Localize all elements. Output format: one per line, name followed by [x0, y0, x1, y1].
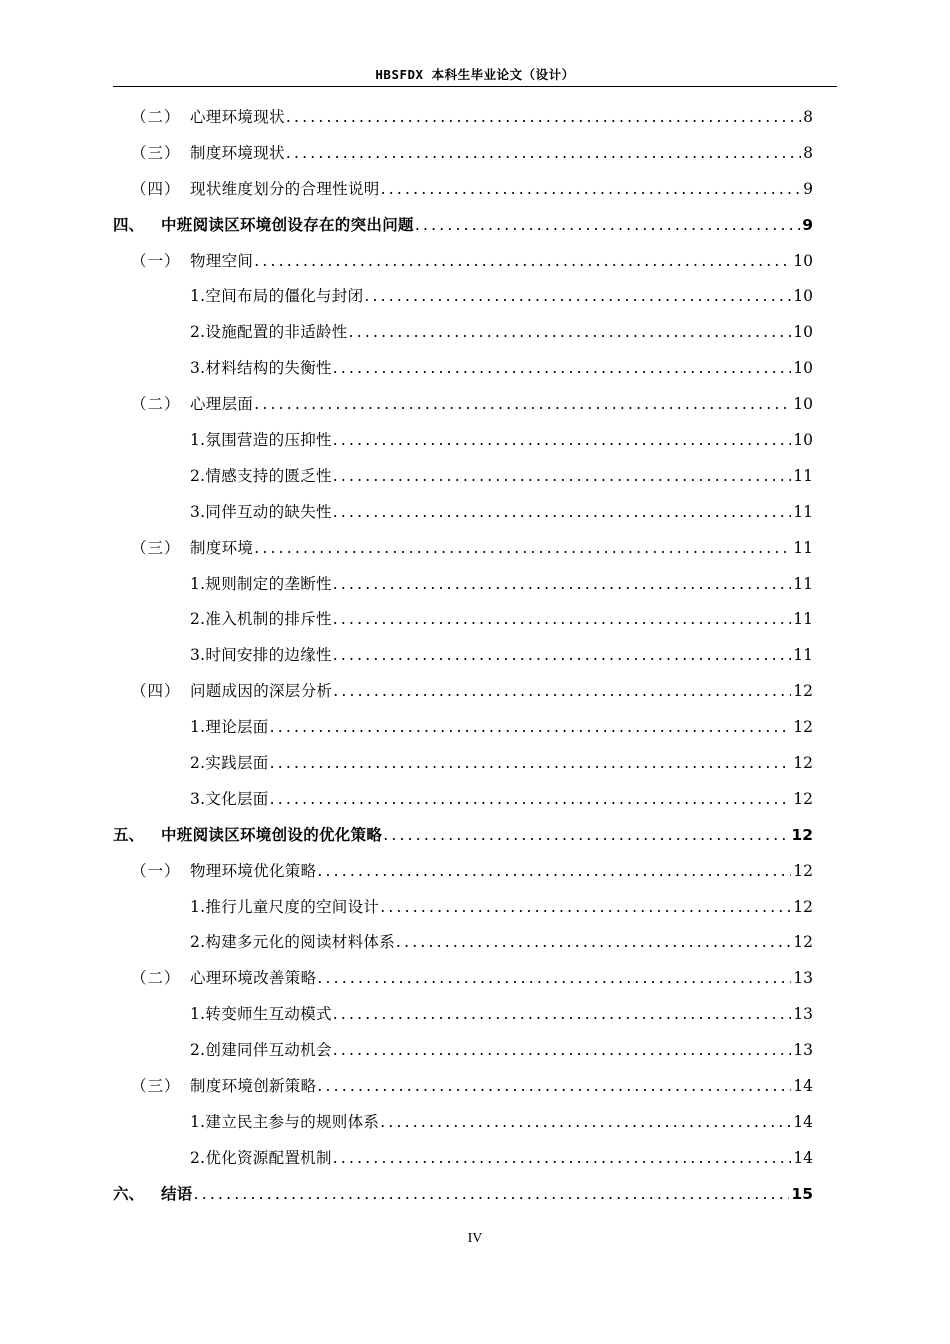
toc-entry-title: 物理空间	[190, 251, 254, 270]
dot-leader	[415, 208, 800, 244]
toc-entry-title: 2.构建多元化的阅读材料体系	[190, 933, 395, 952]
toc-entry-number: （四）	[131, 682, 181, 701]
dot-leader	[333, 638, 791, 674]
toc-entry-page: 12	[793, 754, 813, 773]
header-divider	[113, 86, 837, 87]
toc-entry-title: 1.推行儿童尺度的空间设计	[190, 897, 380, 916]
toc-entry-title: 心理环境改善策略	[190, 969, 317, 988]
toc-entry-page: 9	[803, 179, 813, 198]
toc-entry-page: 13	[793, 969, 813, 988]
toc-entry[interactable]	[113, 854, 813, 890]
toc-entry-title: 1.氛围营造的压抑性	[190, 431, 332, 450]
dot-leader	[364, 279, 791, 315]
toc-entry-page: 8	[803, 108, 813, 126]
dot-leader	[254, 531, 791, 567]
toc-entry[interactable]	[113, 279, 813, 315]
dot-leader	[380, 890, 791, 926]
toc-entry-title: 1.规则制定的垄断性	[190, 574, 332, 593]
dot-leader	[333, 1033, 791, 1069]
toc-entry-page: 15	[791, 1184, 813, 1203]
dot-leader	[270, 782, 792, 818]
toc-entry-number: （一）	[131, 251, 181, 270]
dot-leader	[194, 1177, 790, 1213]
toc-entry-page: 12	[793, 718, 813, 737]
dot-leader	[254, 244, 791, 280]
toc-entry[interactable]	[113, 459, 813, 495]
toc-entry-title: 2.创建同伴互动机会	[190, 1041, 332, 1060]
toc-entry-title: 中班阅读区环境创设的优化策略	[161, 825, 383, 844]
dot-leader	[254, 387, 791, 423]
toc-entry[interactable]	[113, 531, 813, 567]
dot-leader	[383, 818, 789, 854]
toc-entry[interactable]	[113, 495, 813, 531]
toc-entry-title: 心理层面	[190, 395, 254, 414]
dot-leader	[317, 854, 791, 890]
toc-entry-title: 3.材料结构的失衡性	[190, 359, 332, 378]
toc-entry-number: （二）	[131, 108, 181, 126]
toc-entry-title: 结语	[161, 1184, 193, 1203]
toc-entry-number: （三）	[131, 1077, 181, 1096]
dot-leader	[286, 100, 801, 136]
toc-entry[interactable]	[113, 1177, 813, 1213]
toc-entry[interactable]	[113, 136, 813, 172]
toc-entry-page: 10	[793, 251, 813, 270]
dot-leader	[333, 567, 791, 603]
toc-entry-title: 制度环境	[190, 538, 254, 557]
page-header: HBSFDX 本科生毕业论文（设计）	[375, 67, 575, 82]
toc-entry-page: 12	[793, 897, 813, 916]
dot-leader	[333, 674, 791, 710]
toc-entry-title: 心理环境现状	[190, 108, 285, 126]
toc-entry[interactable]	[113, 818, 813, 854]
dot-leader	[333, 459, 791, 495]
toc-entry-title: 制度环境创新策略	[190, 1077, 317, 1096]
toc-entry-title: 1.建立民主参与的规则体系	[190, 1112, 380, 1131]
toc-entry-number: （二）	[131, 969, 181, 988]
toc-entry-number: （二）	[131, 395, 181, 414]
dot-leader	[333, 1141, 791, 1177]
toc-entry-title: 2.情感支持的匮乏性	[190, 466, 332, 485]
dot-leader	[396, 925, 791, 961]
toc-entry-title: 2.实践层面	[190, 754, 269, 773]
toc-entry-number: （一）	[131, 861, 181, 880]
toc-entry[interactable]	[113, 782, 813, 818]
dot-leader	[333, 495, 791, 531]
toc-entry-page: 14	[793, 1112, 813, 1131]
toc-entry-title: 问题成因的深层分析	[190, 682, 333, 701]
toc-entry[interactable]	[113, 567, 813, 603]
toc-entry-page: 11	[793, 646, 813, 665]
toc-entry[interactable]	[113, 315, 813, 351]
toc-entry-page: 13	[793, 1005, 813, 1024]
toc-entry[interactable]	[113, 244, 813, 280]
toc-entry-page: 11	[793, 466, 813, 485]
dot-leader	[333, 351, 791, 387]
toc-entry[interactable]	[113, 890, 813, 926]
toc-entry[interactable]	[113, 961, 813, 997]
dot-leader	[333, 602, 791, 638]
toc-entry-page: 12	[793, 861, 813, 880]
toc-entry-page: 11	[793, 538, 813, 557]
toc-entry-page: 10	[793, 287, 813, 306]
toc-entry-title: 1.空间布局的僵化与封闭	[190, 287, 364, 306]
toc-entry-number: 五、	[113, 825, 145, 844]
toc-entry[interactable]	[113, 172, 813, 208]
toc-entry-page: 12	[793, 682, 813, 701]
dot-leader	[317, 1069, 791, 1105]
toc-entry-number: 六、	[113, 1184, 145, 1203]
dot-leader	[349, 315, 792, 351]
toc-entry[interactable]	[113, 387, 813, 423]
toc-entry[interactable]	[113, 1033, 813, 1069]
page-number: IV	[467, 1231, 483, 1246]
toc-entry-page: 13	[793, 1041, 813, 1060]
dot-leader	[381, 172, 801, 208]
toc-entry-page: 14	[793, 1148, 813, 1167]
toc-entry-title: 制度环境现状	[190, 143, 285, 162]
toc-entry-number: 四、	[113, 215, 145, 234]
toc-entry-page: 9	[802, 215, 813, 234]
dot-leader	[286, 136, 801, 172]
toc-entry-title: 3.时间安排的边缘性	[190, 646, 332, 665]
toc-entry[interactable]	[113, 100, 813, 136]
dot-leader	[333, 997, 791, 1033]
toc-entry-page: 8	[803, 143, 813, 162]
toc-entry-number: （四）	[131, 179, 181, 198]
toc-entry-page: 11	[793, 502, 813, 521]
toc-entry-page: 12	[793, 789, 813, 808]
dot-leader	[270, 710, 792, 746]
toc-entry-number: （三）	[131, 143, 181, 162]
toc-entry[interactable]	[113, 997, 813, 1033]
toc-entry-title: 物理环境优化策略	[190, 861, 317, 880]
dot-leader	[270, 746, 792, 782]
toc-entry[interactable]	[113, 208, 813, 244]
toc-entry-title: 2.设施配置的非适龄性	[190, 323, 348, 342]
toc-entry-page: 11	[793, 610, 813, 629]
toc-entry[interactable]	[113, 710, 813, 746]
toc-entry-title: 3.文化层面	[190, 789, 269, 808]
toc-entry-page: 14	[793, 1077, 813, 1096]
toc-entry[interactable]	[113, 1141, 813, 1177]
toc-entry-title: 3.同伴互动的缺失性	[190, 502, 332, 521]
toc-entry-page: 12	[791, 825, 813, 844]
toc-entry-title: 1.理论层面	[190, 718, 269, 737]
toc-entry-page: 12	[793, 933, 813, 952]
toc-entry-page: 11	[793, 574, 813, 593]
dot-leader	[333, 423, 791, 459]
toc-entry-title: 1.转变师生互动模式	[190, 1005, 332, 1024]
toc-entry-title: 2.优化资源配置机制	[190, 1148, 332, 1167]
dot-leader	[317, 961, 791, 997]
toc-entry[interactable]	[113, 674, 813, 710]
toc-entry[interactable]	[113, 1069, 813, 1105]
toc-entry-page: 10	[793, 323, 813, 342]
toc-entry-title: 2.准入机制的排斥性	[190, 610, 332, 629]
table-of-contents	[113, 100, 813, 1213]
toc-entry-number: （三）	[131, 538, 181, 557]
toc-entry[interactable]	[113, 746, 813, 782]
toc-entry[interactable]	[113, 351, 813, 387]
toc-entry[interactable]	[113, 638, 813, 674]
toc-entry-page: 10	[793, 395, 813, 414]
dot-leader	[380, 1105, 791, 1141]
toc-entry[interactable]	[113, 1105, 813, 1141]
toc-entry-page: 10	[793, 359, 813, 378]
toc-entry[interactable]	[113, 423, 813, 459]
toc-entry[interactable]	[113, 602, 813, 638]
toc-entry-title: 现状维度划分的合理性说明	[190, 179, 380, 198]
toc-entry-page: 10	[793, 431, 813, 450]
toc-entry[interactable]	[113, 925, 813, 961]
toc-entry-title: 中班阅读区环境创设存在的突出问题	[161, 215, 414, 234]
